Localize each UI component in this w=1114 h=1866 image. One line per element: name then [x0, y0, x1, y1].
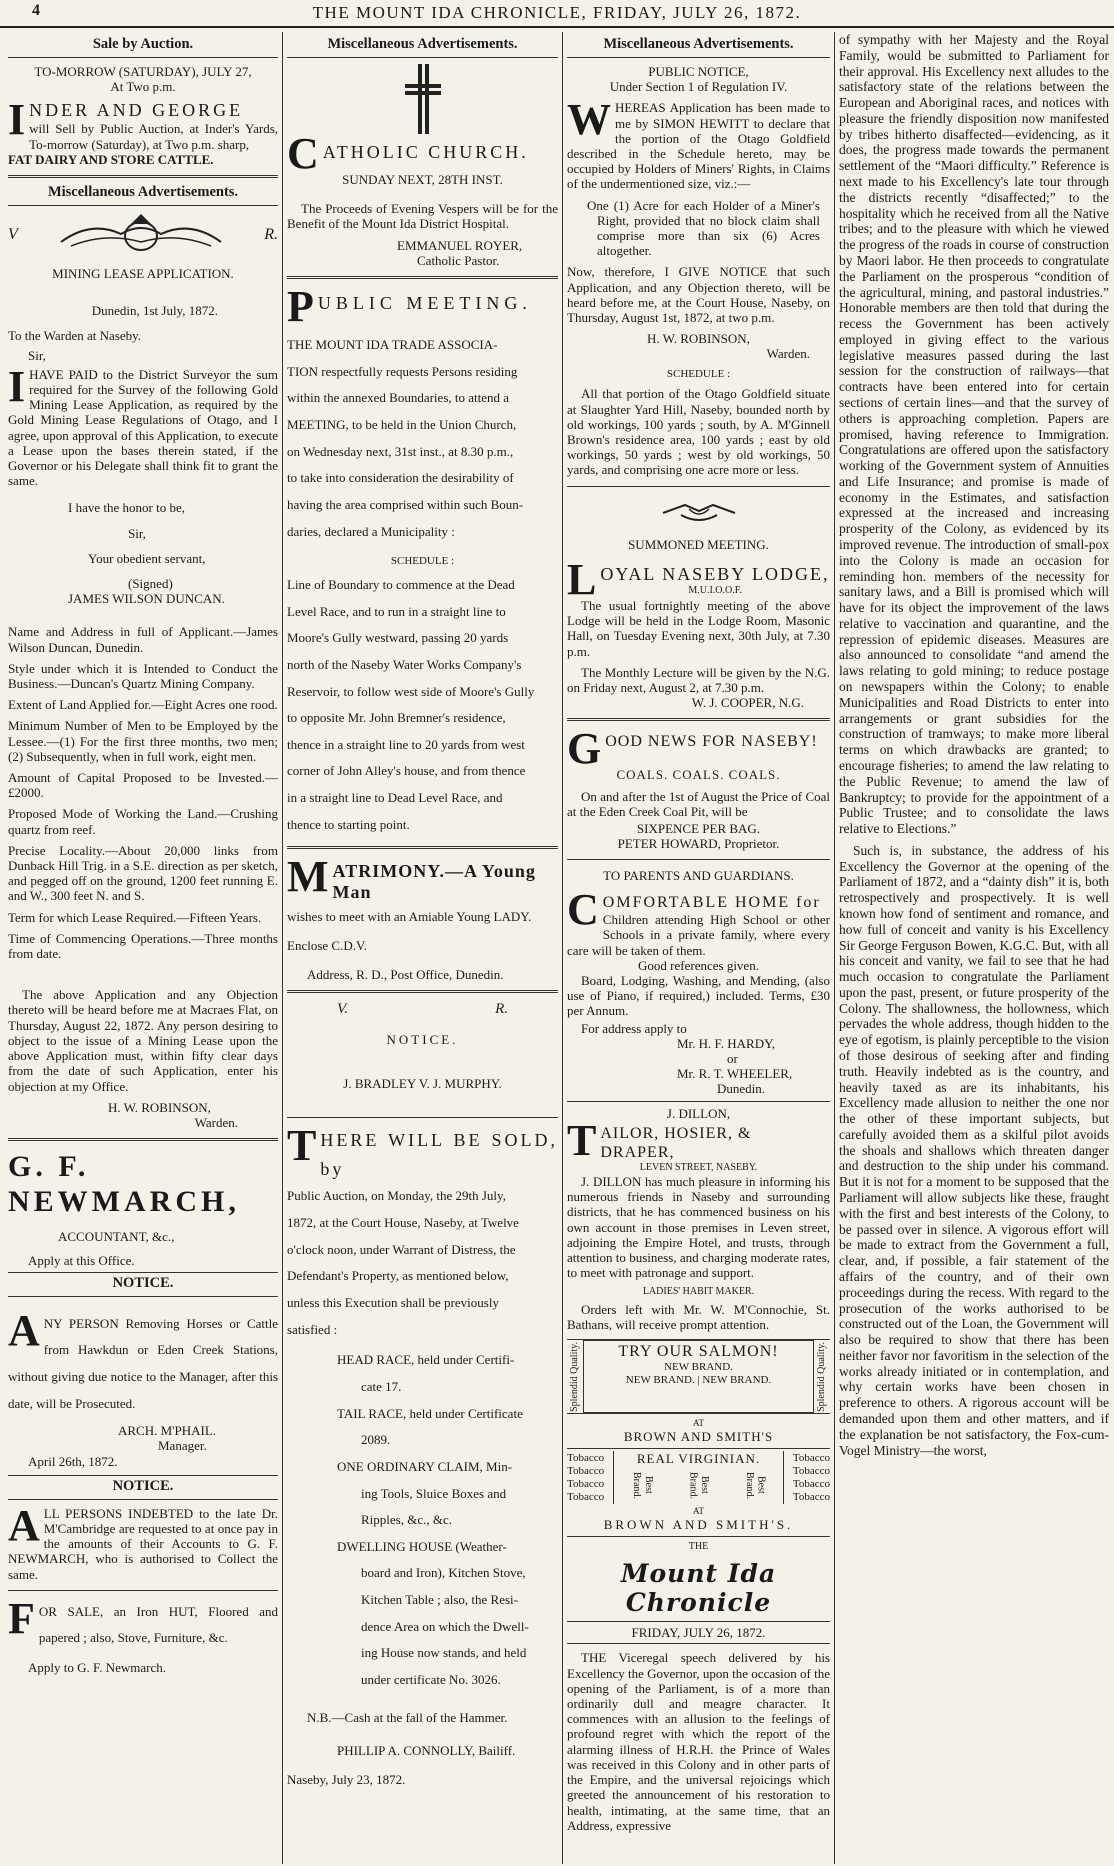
royal-arms [8, 212, 278, 258]
royer: EMMANUEL ROYER, [397, 237, 523, 253]
closing-honor: I have the honor to be, [68, 500, 185, 516]
drop-cap: T [567, 1115, 597, 1165]
drop-cap: P [287, 281, 314, 331]
schedule-body: All that portion of the Otago Goldfield situate at Slaughter Yard Hill, Naseby, bounded north by old workings, 100 yards ; south, by A. M'Ginnell Brown's residence area, 100 yards ; east by old workings, 50 yards ; west by old workings, 50 yards, and comprising one acre more or less. [567, 386, 830, 478]
comf-title: OMFORTABLE HOME for [602, 893, 821, 911]
dunedin: Dunedin. [717, 1081, 766, 1097]
acre-rule: One (1) Acre for each Holder of a Miner's Right, provided that no block claim shall comprise more than six (6) Acres altogether. [587, 197, 820, 259]
warden-title: Warden. [766, 346, 810, 362]
royal-crest-icon [51, 212, 231, 258]
mining-body: HAVE PAID to the District Surveyor the sum required for the Survey of the following Gold Mining Lease Application, as required by the Gold Mining Lease Regulations of Otago, and I agree, upon approval of this Application, to execute a Lease upon the bases therein stated, if the Governor or his Delegate shall think fit to grant the same. [8, 366, 278, 489]
catholic-title: ATHOLIC CHURCH. [322, 141, 529, 162]
for-sale-advert [8, 1593, 278, 1652]
summoned: SUMMONED MEETING. [628, 536, 769, 552]
apply-gfn: Apply to G. F. Newmarch. [28, 1660, 166, 1676]
vr-row: V. R. [337, 1000, 508, 1017]
section-header: Miscellaneous Advertisements. [287, 34, 558, 58]
apply-to: For address apply to [581, 1020, 687, 1036]
orders: Orders left with Mr. W. M'Connochie, St. Bathans, will receive prompt attention. [567, 1302, 830, 1333]
inder-heading: NDER AND GEORGE [29, 100, 244, 121]
column-rule [562, 32, 563, 1864]
drop-cap: I [8, 95, 26, 145]
for-sale-body: OR SALE, an Iron HUT, Floored and papered ; also, Stove, Furniture, &c. [38, 1603, 278, 1646]
lease-item: Extent of Land Applied for.—Eight Acres one rood. [8, 697, 278, 713]
mining-body-block [8, 361, 278, 489]
any-person-body: NY PERSON Removing Horses or Cattle from Hawkdun or Eden Creek Stations, without giving due notice to the Manager, after this date, will be Prosecuted. [8, 1315, 278, 1411]
at-1: AT [693, 1418, 704, 1429]
tailor-title: AILOR, HOSIER, & DRAPER, [600, 1124, 752, 1161]
divider [567, 859, 830, 860]
column-3 [567, 32, 830, 1862]
drop-cap: G [567, 724, 602, 774]
comfortable-advert [567, 884, 830, 958]
parents: TO PARENTS AND GUARDIANS. [603, 868, 794, 884]
whereas-advert [567, 95, 830, 192]
lease-item: Time of Commencing Operations.—Three months from date. [8, 930, 278, 962]
hearing-notice: The above Application and any Objection thereto will be heard before me at Macraes Flat, on Thursday, August 22, 1872. Any person desiring to object to the issue of a Mining Lease upon the above Application must, within fifty clear days from the date of such Application, enter his objection at my Office. [8, 987, 278, 1094]
wheeler: Mr. R. T. WHEELER, [677, 1066, 793, 1082]
lodge-body: The usual fortnightly meeting of the above Lodge will be held in the Lodge Room, Masonic Hall, on Tuesday Evening next, 30th July, at 7.30 p.m. [567, 597, 830, 659]
mining-addressee: To the Warden at Naseby. [8, 328, 142, 344]
handshake-icon [659, 495, 739, 529]
salmon-advert [567, 1339, 830, 1415]
brown-smith-1: BROWN AND SMITH'S [623, 1428, 774, 1444]
signer: JAMES WILSON DUNCAN. [68, 591, 225, 607]
dillon-body: J. DILLON has much pleasure in informing his numerous friends in Naseby and surrounding districts, that he has commenced business on his own account in those premises in Leven street, adjoining the Empire Hotel, and trusts, through attention to business, and charging moderate rates, to meet with patronage and support. [567, 1174, 830, 1281]
coals: COALS. COALS. COALS. [616, 767, 781, 783]
drop-cap: M [287, 852, 329, 902]
coal-body: On and after the 1st of August the Price of Coal at the Eden Creek Coal Pit, will be [567, 788, 830, 819]
tobacco-advert [567, 1448, 830, 1504]
section-header: NOTICE. [8, 1475, 278, 1500]
divider [287, 846, 558, 849]
column-2 [287, 32, 558, 1862]
or: or [727, 1051, 738, 1067]
drop-cap: C [287, 128, 319, 178]
divider [567, 1101, 830, 1102]
mining-title: MINING LEASE APPLICATION. [52, 265, 234, 281]
schedule-label: SCHEDULE : [390, 555, 455, 568]
column-4 [839, 32, 1109, 1862]
good-title: OOD NEWS FOR NASEBY! [605, 733, 818, 751]
editorial-cont-2: Such is, in substance, the address of his Excellency the Governor at the opening of the Parliament of 1872, and a “dainty dish” it is, both retrospectively and prospectively. It is well known how fond of sentiment and romance, and how full of conceit and vanity is his Excellency Sir George Ferguson Bowen, K.G.C. But, with all his conceit and vanity, we fail to see that he had much occasion to congratulate the Parliament upon the past, present, or future prosperity of the Colony. The shallowness, the hollowness, which pervades the whole address, though hidden to the eye of egotism, is plainly perceptible to the vision of those desirous of seeking after and finding truth. Heavily indebted as is the country, and heavily taxed as are its inhabitants, his Excellency made allusion to neither the one nor the other of these important subjects, but carefully avoided them as a skilful pilot avoids the shoals and shallows which threaten danger and destruction to the ship under his command. But it is not for a moment to be supposed that the Parliament will allow subjects like these, fraught with the first and best interests of the Colony, to be passed over in silence. A vigorous effort will be made to extract from the Government a full, clear, and, if possible, a fair statement of the affairs of the country, and of their own proceedings during the recess. With regard to the prosecution of the works authorised to be constructed out of the Loan, the Government will also be required to show that there has been neither favor nor favoritism in the selection of the works already initiated or in contemplation, and why certain works have been chosen in preference to others. A rigorous account will be demanded upon them and other matters, and if the explanation be not satisfactory, the Fox-cum-Vogel Ministry—the worst, [839, 842, 1109, 1458]
public-notice: PUBLIC NOTICE, [648, 63, 749, 79]
new-brand-2: NEW BRAND. | NEW BRAND. [625, 1374, 772, 1387]
warden-title: Warden. [194, 1114, 238, 1130]
column-rule [282, 32, 283, 1864]
warden-name: H. W. ROBINSON, [647, 331, 750, 347]
schedule-label: SCHEDULE : [666, 367, 731, 380]
apply-office: Apply at this Office. [28, 1252, 135, 1268]
drop-cap: C [567, 884, 599, 934]
nameplate-the: THE [688, 1541, 709, 1553]
divider [567, 486, 830, 487]
schedule-body: Line of Boundary to commence at the Dead Level Race, and to run in a straight line to Moore's Gully westward, passing 20 yards north of the Naseby Water Works Company's Reservoir, to follow west side of Moore's Gully to opposite Mr. John Bremner's residence, thence in a straight line to 20 yards from west corner of John Alley's house, and from thence in a straight line to Dead Level Race, and thence to starting point. [287, 577, 535, 832]
new-brand: NEW BRAND. [664, 1361, 733, 1374]
divider [567, 1536, 830, 1537]
ladies: LADIES' HABIT MAKER. [642, 1286, 755, 1298]
catholic-body: The Proceeds of Evening Vespers will be for the Benefit of the Mount Ida District Hospital. [287, 201, 558, 232]
column-rule [834, 32, 835, 1864]
at-2: AT [693, 1506, 704, 1517]
drop-cap: L [567, 554, 597, 604]
section-header: Sale by Auction. [8, 34, 278, 58]
drop-cap: T [287, 1120, 317, 1170]
mining-date: Dunedin, 1st July, 1872. [91, 303, 218, 319]
board: Board, Lodging, Washing, and Mending, (also use of Piano, if required,) included. Terms, £30 per Annum. [567, 973, 830, 1019]
matrimony-body: wishes to meet with an Amiable Young LADY. [287, 908, 532, 924]
lease-item: Term for which Lease Required.—Fifteen Years. [8, 909, 262, 925]
closing-servant: Your obedient servant, [88, 550, 206, 566]
loyal-advert [567, 554, 830, 604]
sold-advert: T HERE WILL BE SOLD, by Public Auction, on Monday, the 29th July, 1872, at the Court House, Naseby, at Twelve o'clock noon, under Warrant of Distress, the Defendant's Property, as mentioned below, unless this Execution shall be previously satisfied : [287, 1120, 558, 1337]
under-section: Under Section 1 of Regulation IV. [609, 79, 788, 95]
cash-note: N.B.—Cash at the fall of the Hammer. [307, 1709, 508, 1725]
any-person-advert [8, 1305, 278, 1418]
signed: (Signed) [128, 576, 173, 592]
hardy: Mr. H. F. HARDY, [677, 1035, 776, 1051]
vr-right: R. [264, 225, 278, 243]
mining-salutation: Sir, [28, 347, 46, 363]
accountant: ACCOUNTANT, &c., [58, 1229, 175, 1245]
pastor: Catholic Pastor. [417, 252, 500, 268]
enclose: Enclose C.D.V. [287, 937, 367, 953]
tobacco-center: REAL VIRGINIAN. Best Brand. Best Brand. Best Brand. [613, 1451, 784, 1504]
divider [8, 175, 278, 178]
editorial-cont: of sympathy with her Majesty and the Royal Family, would be submitted to Parliament for their approval. His Excellency next alludes to the satisfactory state of the relations between the European and Aboriginal races, and notices with pleasure the friendly disposition now manifested by tribes hitherto disaffected—evidencing, as it does, the progress made towards the permanent settlement of the “Maori difficulty.” Reference is next made to his Excellency's late tour through the districts recently “disaffected;” to the hospitality which he received from all the Native tribes; and to the pleasure with which he viewed the progress of the roads in course of construction by Maori labor. He then proceeds to congratulate the Parliament on the prosperous “condition of the agricultural, mining, and pastoral industries.” Honorable members are then told that during the recess the Government has been actively employed in giving effect to the various legislative measures passed during the last session for the construction of railways—that contracts have been entered into for certain sections of certain lines—and that the survey of others is approaching completion. Papers are promised, having reference to Immigration. Congratulations are offered upon the satisfactory working of the Government system of Annuities and Life Insurance; and promise is made of economy in the Estimates, and satisfaction expressed at the increased and increasing prosperity of the Colony, as evidenced by its improved revenue. The introduction of small-pox into the Colony is made an occasion for reminding hon. members of the necessity for sanitary laws, and a Bill is promised which will have for its object the improvement of the laws relative to vaccination and quarantine, and the repression of epidemic diseases. Measures are also announced to consolidate “and amend the laws relating to gold mining; to reduce postage on newspapers within the Colony; to enable Municipalities and Road Districts to enter into arrangements or grant subsidies for the construction of tramways; to make more liberal terms on which drawbacks are granted; to encourage fisheries; to amend the law relating to the Public Revenue; to amend the law of Bankruptcy; to provide for the appointment of a Public Trustee; and to consolidate the laws relative to Elections.” [839, 32, 1109, 837]
muioof: M.U.I.O.O.F. [688, 584, 742, 596]
lease-item: Name and Address in full of Applicant.—James Wilson Duncan, Dunedin. [8, 624, 278, 655]
lecture: The Monthly Lecture will be given by the N.G. on Friday next, August 2, at 7.30 p.m. [567, 664, 830, 695]
catholic-advert [287, 128, 558, 178]
salmon-title: TRY OUR SALMON! [618, 1342, 779, 1360]
divider [567, 718, 830, 721]
public-title: UBLIC MEETING. [317, 292, 532, 313]
drop-cap: A [8, 1500, 40, 1550]
auction-date: TO-MORROW (SATURDAY), JULY 27, [34, 63, 252, 79]
good-news-advert [567, 724, 830, 774]
tobacco-right: Tobacco Tobacco Tobacco Tobacco [792, 1452, 830, 1503]
april-date: April 26th, 1872. [28, 1453, 118, 1469]
drop-cap: A [8, 1305, 40, 1355]
drop-cap: I [8, 361, 26, 411]
lease-item: Minimum Number of Men to be Employed by the Lessee.—(1) For the first three months, two men; (2) Subsequently, when in full work, eight men. [8, 718, 278, 764]
mphail: ARCH. M'PHAIL. [118, 1423, 217, 1439]
all-persons-body: LL PERSONS INDEBTED to the late Dr. M'Cambridge are requested to at once pay in the amounts of their Accounts to G. F. NEWMARCH, who is authorised to Collect the same. [8, 1505, 278, 1582]
divider [287, 276, 558, 279]
cooper: W. J. COOPER, N.G. [691, 695, 804, 711]
warden-name: H. W. ROBINSON, [108, 1099, 211, 1115]
salmon-box [583, 1340, 815, 1414]
meeting-body: THE MOUNT IDA TRADE ASSOCIA- TION respectfully requests Persons residing within the annexed Boundaries, to attend a MEETING, to be held in the Union Church, on Wednesday next, 31st inst., at 8.30 p.m., to take into consideration the desirability of having the area comprised within such Boun- daries, declared a Municipality : [287, 337, 524, 539]
notice-title: NOTICE. [386, 1032, 459, 1048]
whereas-body: HEREAS Application has been made to me by SIMON HEWITT to declare that the portion of the Otago Goldfield described in the Schedule hereto, may be occupied by Holders of Miners' Rights, in Claims of the undermentioned size, viz.:— [567, 100, 830, 192]
tailor-advert [567, 1115, 830, 1174]
lease-item: Proposed Mode of Working the Land.—Crushing quartz from reef. [8, 806, 278, 837]
divider [8, 1590, 278, 1591]
splendid-left: Splendid Quality. [569, 1341, 580, 1412]
catholic-sunday: SUNDAY NEXT, 28TH INST. [342, 171, 503, 187]
cross-icon [403, 64, 443, 134]
masthead [0, 0, 1114, 28]
vr-left: V [8, 225, 18, 243]
section-header: Miscellaneous Advertisements. [8, 182, 278, 206]
loyal-title: OYAL NASEBY LODGE, [600, 563, 830, 584]
inder-body: will Sell by Public Auction, at Inder's Yards, To-morrow (Saturday), at Two p.m. sharp, [29, 121, 278, 152]
nameplate: Mount Ida Chronicle [620, 1558, 777, 1618]
closing-sir: Sir, [128, 525, 146, 541]
section-header: NOTICE. [8, 1272, 278, 1297]
lease-item: Precise Locality.—About 20,000 links from Dunback Hill Trig. in a S.E. direction as per sketch, and pegged off on the ground, 1200 feet running E. and W., 300 feet N. and S. [8, 842, 278, 904]
sixpence: SIXPENCE PER BAG. [636, 820, 761, 836]
mphail-title: Manager. [158, 1438, 207, 1454]
matrimony-heading: ATRIMONY.—A Young Man [332, 861, 536, 903]
case-title: J. BRADLEY V. J. MURPHY. [343, 1075, 502, 1091]
masthead-title: THE MOUNT IDA CHRONICLE, FRIDAY, JULY 26, 1872. [312, 3, 802, 22]
matrimony-address: Address, R. D., Post Office, Dunedin. [307, 966, 504, 982]
lease-item: Style under which it is Intended to Conduct the Business.—Duncan's Quartz Mining Company. [8, 660, 278, 692]
lease-item: Amount of Capital Proposed to be Invested.—£2000. [8, 770, 278, 801]
dateline: FRIDAY, JULY 26, 1872. [567, 1621, 830, 1644]
page-number: 4 [32, 2, 40, 19]
tobacco-left: Tobacco Tobacco Tobacco Tobacco [567, 1452, 605, 1503]
divider [8, 1138, 278, 1141]
brown-smith-2: BROWN AND SMITH'S. [603, 1516, 794, 1532]
gfn-heading: G. F. NEWMARCH, [8, 1150, 240, 1219]
divider [287, 1117, 558, 1118]
matrimony-advert [287, 852, 558, 929]
references: Good references given. [638, 957, 759, 973]
sale-lots: HEAD RACE, held under Certifi- cate 17. TAIL RACE, held under Certificate 2089. ONE ORDINARY CLAIM, Min- ing Tools, Sluice Boxes and Ripples, &c., &c. DWELLING HOUSE (Weather- board and Iron), Kitchen Stove, Kitchen Table ; also, the Resi- dence Area on which the Dwell- ing House now stands, and held under certificate No. 3026. [337, 1352, 529, 1687]
section-header: Miscellaneous Advertisements. [567, 34, 830, 58]
drop-cap: W [567, 95, 611, 145]
leven: LEVEN STREET, NASEBY. [639, 1162, 758, 1174]
inder-advert [8, 95, 278, 167]
howard: PETER HOWARD, Proprietor. [617, 836, 780, 852]
public-meeting-advert [287, 281, 558, 331]
editorial-start: THE Viceregal speech delivered by his Excellency the Governor, upon the occasion of the opening of the Parliament, is of a more than ordinarily dull and meagre character. It commences with an allusion to the feelings of profound regret with which the report of the alarming illness of H.R.H. the Prince of Wales was received in this Colony and in other parts of the Empire, and the universal rejoicings which greeted the announcement of his restoration to health, intimating, at the same time, that an Address, expressive [567, 1650, 830, 1833]
now-therefore: Now, therefore, I GIVE NOTICE that such Application, and any Objection thereto, will be heard before me, at the Court House, Naseby, on Thursday, August 1st, 1872, at two p.m. [567, 264, 830, 325]
comf-body: Children attending High School or other Schools in a private family, where every care will be taken of them. [567, 912, 830, 958]
dillon-name: J. DILLON, [666, 1105, 731, 1121]
connolly: PHILLIP A. CONNOLLY, Bailiff. [337, 1742, 516, 1758]
all-persons-advert [8, 1500, 278, 1582]
splendid-right: Splendid Quality. [816, 1341, 828, 1412]
divider [287, 990, 558, 993]
drop-cap: F [8, 1593, 35, 1643]
inder-cattle: FAT DAIRY AND STORE CATTLE. [8, 151, 214, 167]
naseby-date: Naseby, July 23, 1872. [287, 1772, 406, 1788]
column-1 [8, 32, 278, 1862]
auction-time: At Two p.m. [110, 79, 176, 95]
